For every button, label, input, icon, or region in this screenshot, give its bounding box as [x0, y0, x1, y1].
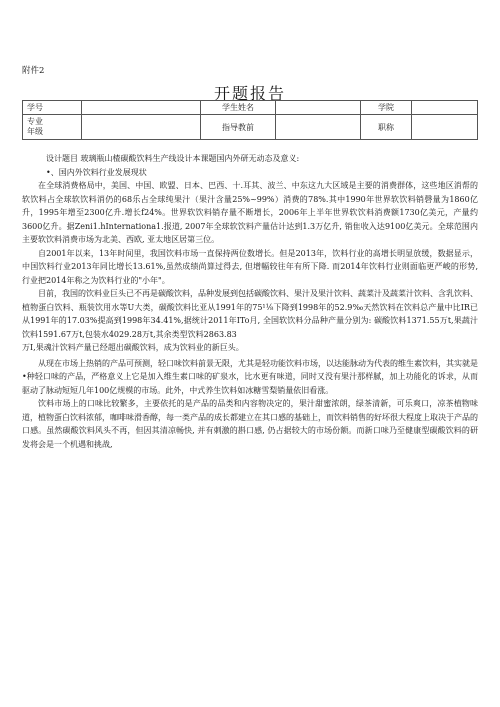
title-value [412, 115, 478, 140]
student-name-label: 学生姓名 [201, 101, 276, 115]
attachment-label: 附件2 [22, 66, 45, 76]
advisor-value [276, 115, 361, 140]
major-grade-value [82, 115, 201, 140]
paragraph: 万I,果魂汁饮料产量已经超出碳酸饮料，成为饮料业的新巨头。 [22, 343, 244, 352]
advisor-label: 指导教前 [201, 115, 276, 140]
major-label: 专业 [27, 117, 43, 126]
info-row-1 [23, 101, 478, 115]
paragraph: 饮料市场上的口味比较繁多，主要依托的是产品的品类和内容物决定的，果汁甜蜜浓朗，绿茶清新，可乐爽口，凉茶植物味道，植物蛋白饮料浓郁，咖啡味滑香醇，每一类产品的成长都建立在其口感的基础上，而饮料销售的好坏很大程度上取决于产品的口感。虽然碳酸饮料风头不再，但因其清凉畅快, 并有刺激的斟口感, 仍占据较大的市场份额。而新口味乃至健康型碳酸饮料的研发将会是一个机遇和挑战, [22, 399, 478, 449]
title-label: 职称 [361, 115, 412, 140]
paragraph: 从现在市场上热销的产品可预测，轻口味饮料前景无限，尤其是轻功能饮料市场，以达能脉动为代表的维生素饮料，其实就是•种轻口味的产品，严格意义上它是加入维生素口味的矿泉水，比水更有味道，同时又没有果汁那样腻，加上功能化的诉求，从而驱动了脉动短短几年100亿规模的市场。此外，中式养生饮料如冰糖雪梨销量依旧看涨。 [22, 358, 478, 395]
student-name-value [276, 101, 361, 115]
info-row-2 [23, 115, 478, 140]
college-label: 学院 [361, 101, 412, 115]
college-value [412, 101, 478, 115]
student-id-value [82, 101, 201, 115]
info-table [22, 100, 478, 140]
student-id-label: 学号 [23, 101, 82, 115]
section-heading: •、国内外饮料行业发展现状 [46, 167, 147, 177]
page-title: 开题报告 [213, 84, 286, 103]
paragraph: 自2001年以来，13年时间里，我国饮料市场一直保持两位数增长。但是2013年，饮料行业的高增长明显放缓，数据显示，中国饮料行业2013年同比增长13.61%,虽然成绩尚算过得去, 但增幅较往年有所下降. 而2014年饮料行业则面临更严峻的形势, 行业把2014年称之为饮料行业的"小年"。 [22, 248, 478, 285]
topic-line: 设计题目 玻璃瓶山楂碳酸饮料生产线设计本课题国内外研无动态及意义: [46, 154, 300, 163]
major-grade-label [23, 115, 82, 140]
grade-label: 年级 [27, 127, 43, 136]
paragraph: 目前，我国的饮料业巨头已不再是碳酸饮料，品种发展到包括碳酸饮料、果汁及果汁饮料、蔬菜汁及蔬菜汁饮料、含乳饮料、植物蛋白饮料、瓶装饮用水等U大类，碳酸饮料比亚从1991年的75¹⅛下降到1998年的52.9‰天然饮料在饮料总产量中比IR已从1991年的17.03%提高到1998年34.41%,据统计2011年ITo月, 全国软饮料分品种产量分别为: 碳酸饮料1371.55万t,果蔬汁饮料1591.67万t,包装水4029.28万t,其余类型饮料2863.83 [22, 289, 478, 339]
paragraph: 在全球消费格局中，美国、中国、欧盟、日本、巴西、十.耳其、波兰、中东这九大区域是主要的消费群体，这些地区消帮的软饮料占全球软饮料消仍的68乐占全球纯果汁（果汁含量25%~99%）消费的78%.其中1990年世界软饮料销磬量为1860亿升，1995年增至2300亿升.增长f24%。世界软饮料销存量不断增长，2006年上半年世界软饮料消费额1730亿美元，产量约3600亿升。据Zeni1.hInternationa1.报道, 2007年全球软饮料产量估计达到1.3万亿升, 销隹收入达9100亿美元。全球范围内主要软饮料消费市场为北美、西欧, 亚太地区居第三位。 [22, 181, 478, 244]
report-body [22, 152, 478, 451]
